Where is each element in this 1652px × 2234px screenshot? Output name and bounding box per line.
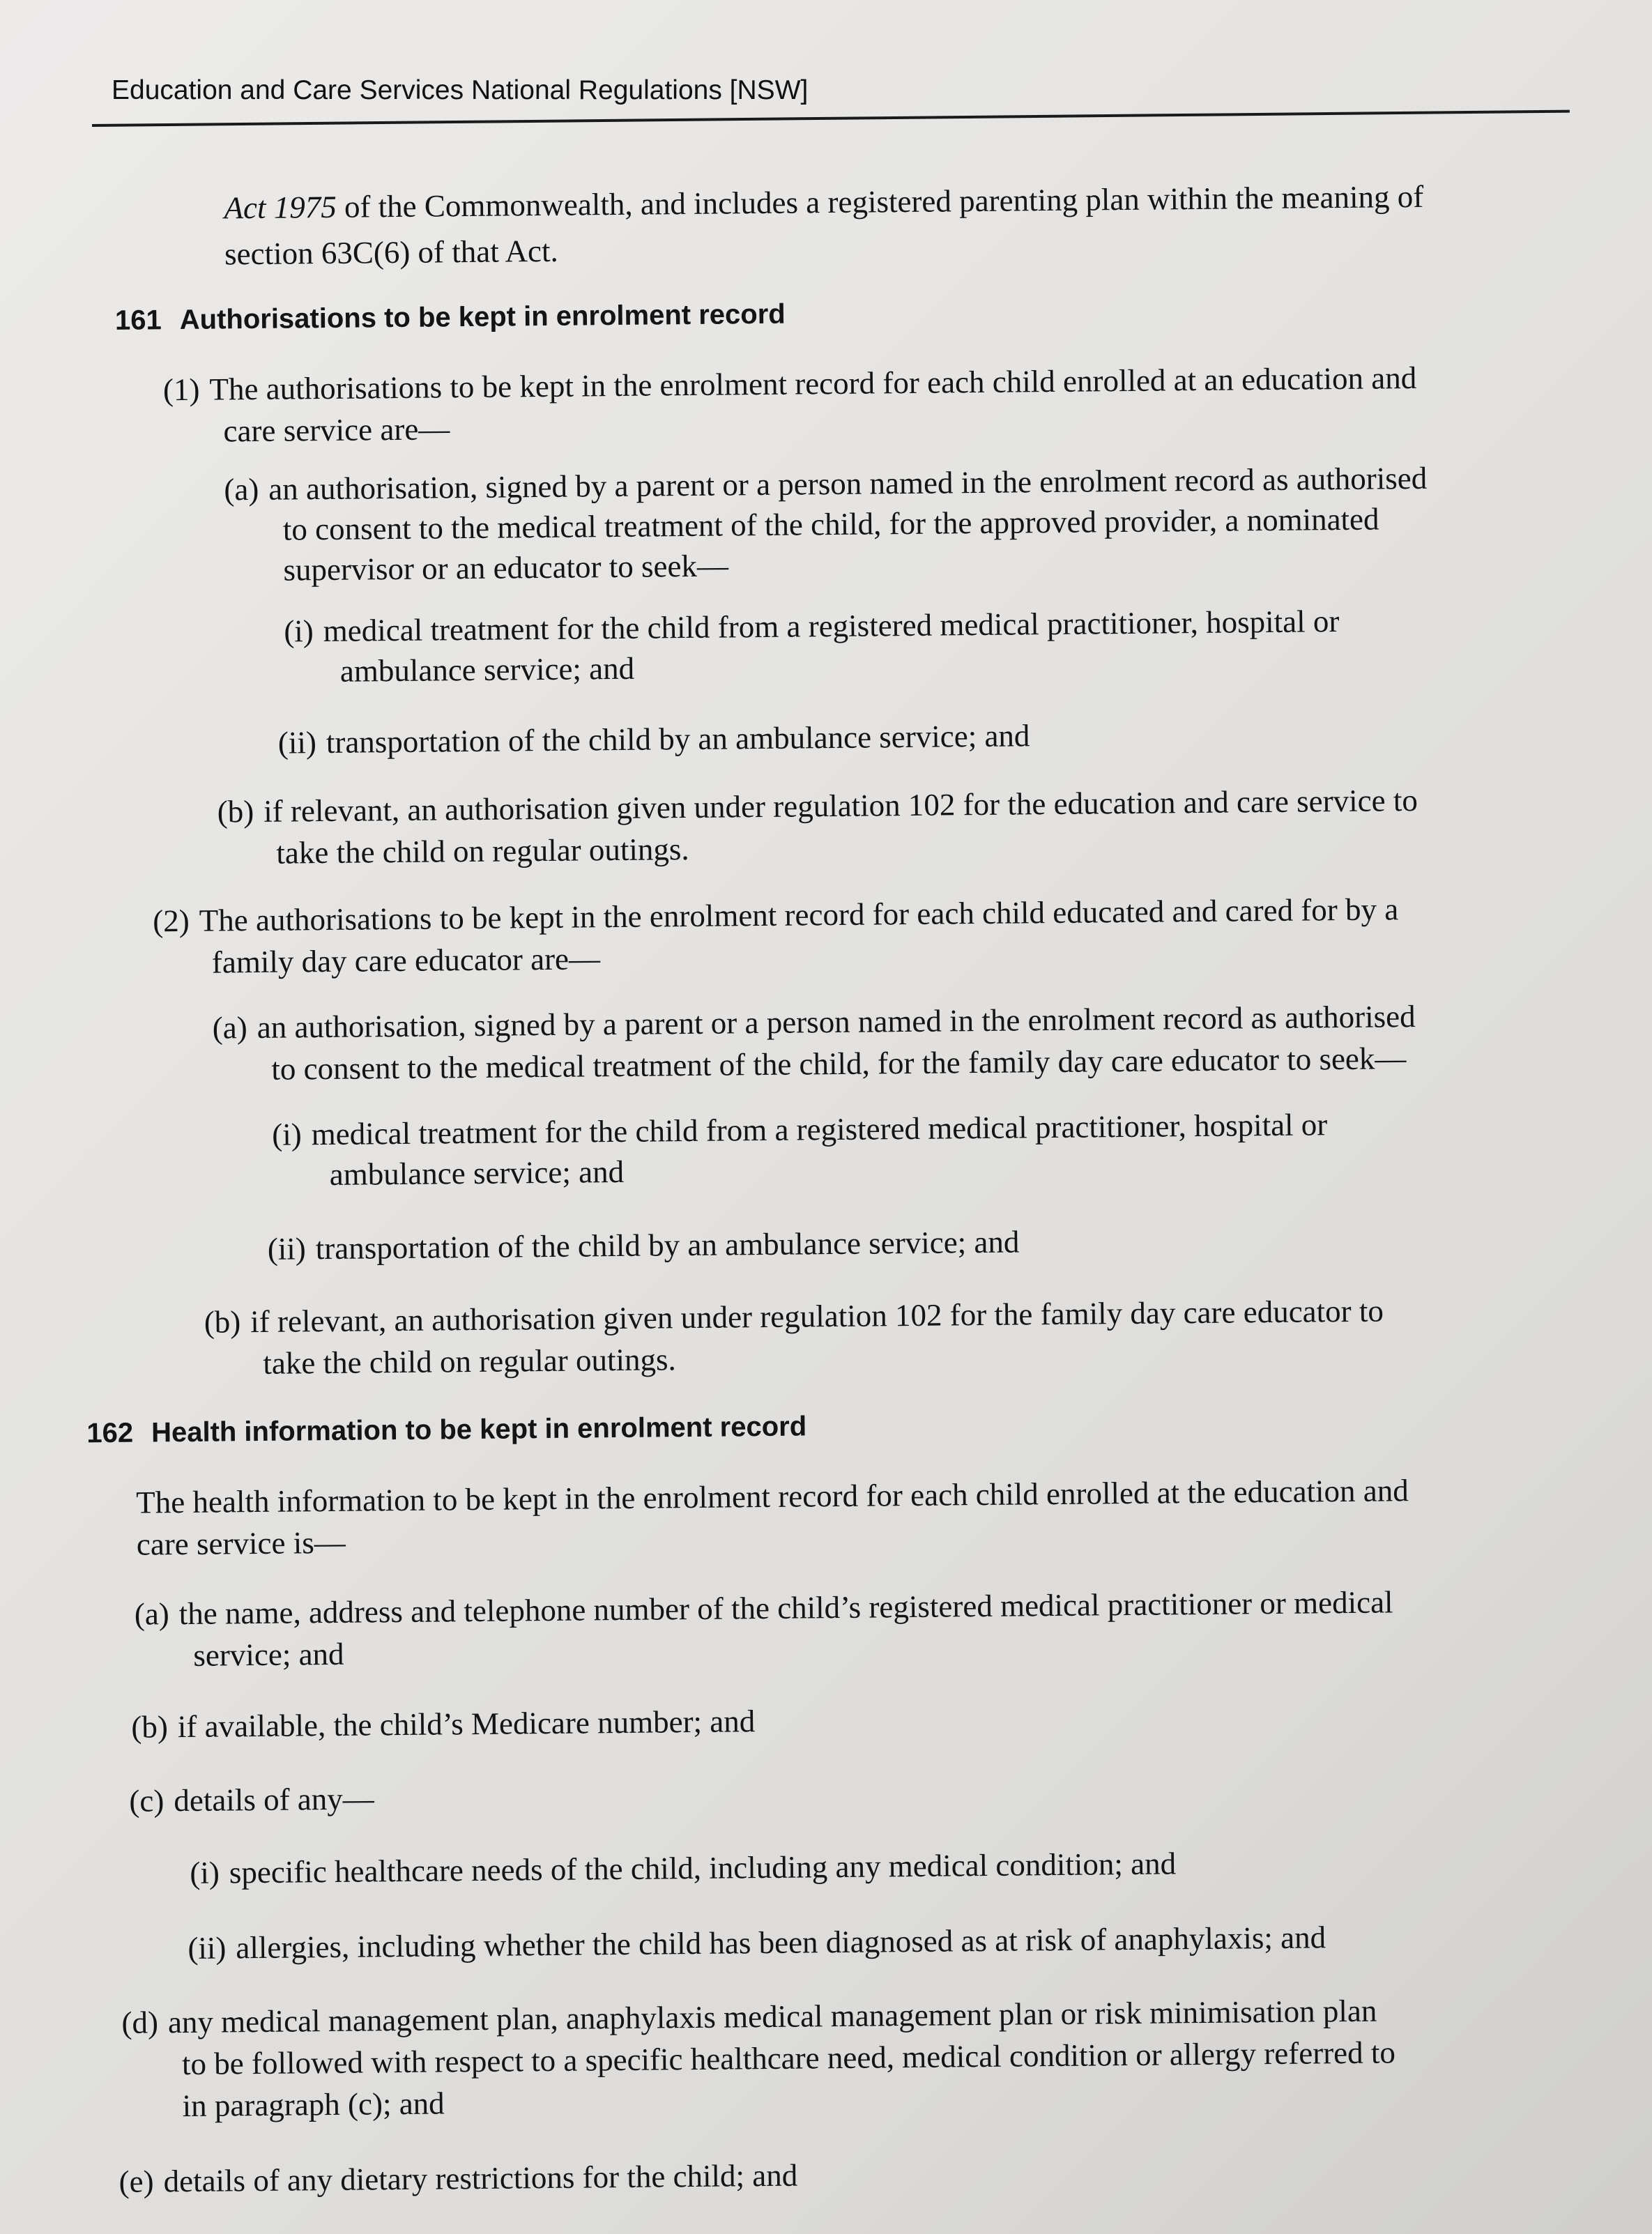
- section-title: Health information to be kept in enrolment record: [151, 1411, 807, 1448]
- carryover-line-1: [224, 178, 1424, 226]
- paragraph-label: (a): [212, 1010, 247, 1046]
- paragraph-label: (b): [204, 1304, 241, 1340]
- paragraph-161-2-a: [213, 1001, 1416, 1044]
- paragraph-162-e: [118, 2157, 798, 2199]
- subparagraph-text: allergies, including whether the child has been diagnosed as at risk of anaphylaxis; and: [236, 1920, 1326, 1966]
- paragraph-label: (b): [131, 1709, 169, 1745]
- paragraph-text: an authorisation, signed by a parent or a person named in the enrolment record as authorised: [257, 999, 1416, 1045]
- subparagraph-161-1-a-ii: [278, 720, 1030, 758]
- carryover-line-2: section 63C(6) of that Act.: [224, 233, 558, 272]
- paragraph-label: (c): [129, 1783, 165, 1819]
- subparagraph-text: medical treatment for the child from a registered medical practitioner, hospital or: [323, 604, 1340, 649]
- paragraph-label: (d): [121, 2005, 159, 2040]
- subregulation-161-1: [163, 362, 1417, 406]
- subregulation-161-2: [153, 894, 1398, 937]
- paragraph-162-b: [131, 1706, 755, 1743]
- subparagraph-162-c-i: [190, 1848, 1176, 1889]
- subparagraph-label: (ii): [267, 1231, 307, 1267]
- subparagraph-161-1-a-i-cont: ambulance service; and: [339, 650, 635, 689]
- carryover-text: of the Commonwealth, and includes a registered parenting plan within the meaning of: [336, 178, 1424, 224]
- paragraph-text: any medical management plan, anaphylaxis medical management plan or risk minimisation plan: [167, 1993, 1377, 2040]
- subparagraph-161-2-a-i-cont: ambulance service; and: [329, 1154, 625, 1192]
- subparagraph-text: transportation of the child by an ambulance service; and: [315, 1224, 1020, 1267]
- paragraph-162-d-cont-1: to be followed with respect to a specific healthcare need, medical condition or allergy referred to: [181, 2035, 1396, 2082]
- paragraph-label: (b): [217, 794, 254, 829]
- paragraph-161-2-b-cont: take the child on regular outings.: [263, 1342, 676, 1381]
- paragraph-161-1-a: [224, 460, 1428, 507]
- paragraph-162-a: [135, 1586, 1393, 1630]
- section-heading-162: [86, 1412, 806, 1447]
- subparagraph-text: transportation of the child by an ambulance service; and: [326, 718, 1030, 760]
- paragraph-161-1-a-cont-1: to consent to the medical treatment of the child, for the approved provider, a nominated: [282, 501, 1379, 547]
- paragraph-161-2-a-cont: to consent to the medical treatment of the child, for the family day care educator to seek—: [271, 1041, 1407, 1087]
- section-title: Authorisations to be kept in enrolment record: [179, 298, 786, 335]
- paragraph-text: if relevant, an authorisation given under regulation 102 for the education and care service to: [263, 782, 1418, 829]
- subregulation-label: (1): [162, 372, 200, 408]
- section-number: 161: [114, 305, 162, 336]
- paragraph-161-1-b: [217, 782, 1418, 829]
- subparagraph-label: (i): [190, 1855, 220, 1890]
- act-title: Act 1975: [224, 189, 337, 226]
- subregulation-161-2-cont: family day care educator are—: [211, 941, 601, 980]
- paragraph-162-a-cont: service; and: [193, 1636, 344, 1673]
- paragraph-161-1-b-cont: take the child on regular outings.: [276, 832, 689, 871]
- subregulation-text: The authorisations to be kept in the enrolment record for each child educated and cared for by a: [199, 892, 1399, 938]
- paragraph-text: the name, address and telephone number of the child’s registered medical practitioner or medical: [178, 1584, 1393, 1632]
- paragraph-text: if available, the child’s Medicare number; and: [177, 1704, 756, 1745]
- subregulation-text: The authorisations to be kept in the enrolment record for each child enrolled at an education and: [209, 360, 1417, 407]
- paragraph-162-c: [129, 1781, 375, 1819]
- subparagraph-label: (i): [284, 613, 314, 649]
- paragraph-label: (a): [134, 1596, 170, 1632]
- regulation-162-intro-cont: care service is—: [136, 1524, 346, 1562]
- running-header: Education and Care Services National Regulations [NSW]: [112, 75, 809, 105]
- subparagraph-161-2-a-ii: [267, 1224, 1020, 1267]
- paragraph-161-1-a-cont-2: supervisor or an educator to seek—: [283, 548, 729, 588]
- paragraph-161-2-b: [204, 1295, 1384, 1338]
- paragraph-text: details of any dietary restrictions for the child; and: [163, 2157, 798, 2199]
- subparagraph-161-2-a-i: [272, 1109, 1327, 1151]
- subregulation-161-1-cont: care service are—: [223, 411, 450, 449]
- subparagraph-label: (i): [271, 1117, 302, 1152]
- paragraph-162-d: [121, 1993, 1377, 2040]
- subparagraph-label: (ii): [188, 1930, 227, 1966]
- subparagraph-text: specific healthcare needs of the child, including any medical condition; and: [229, 1846, 1177, 1890]
- section-number: 162: [86, 1417, 134, 1449]
- paragraph-text: if relevant, an authorisation given under regulation 102 for the family day care educator to: [250, 1293, 1384, 1340]
- paragraph-label: (e): [118, 2164, 154, 2199]
- subparagraph-label: (ii): [277, 725, 317, 760]
- subregulation-label: (2): [153, 903, 190, 939]
- paragraph-162-d-cont-2: in paragraph (c); and: [182, 2086, 445, 2124]
- paragraph-text: details of any—: [174, 1781, 375, 1819]
- subparagraph-162-c-ii: [188, 1922, 1326, 1964]
- subparagraph-text: medical treatment for the child from a registered medical practitioner, hospital or: [311, 1107, 1328, 1152]
- regulation-162-intro: The health information to be kept in the enrolment record for each child enrolled at the education and: [136, 1473, 1409, 1520]
- paragraph-text: an authorisation, signed by a parent or a person named in the enrolment record as authorised: [268, 460, 1428, 507]
- section-heading-161: [115, 300, 786, 335]
- subparagraph-161-1-a-i: [284, 606, 1339, 648]
- paragraph-label: (a): [224, 471, 259, 507]
